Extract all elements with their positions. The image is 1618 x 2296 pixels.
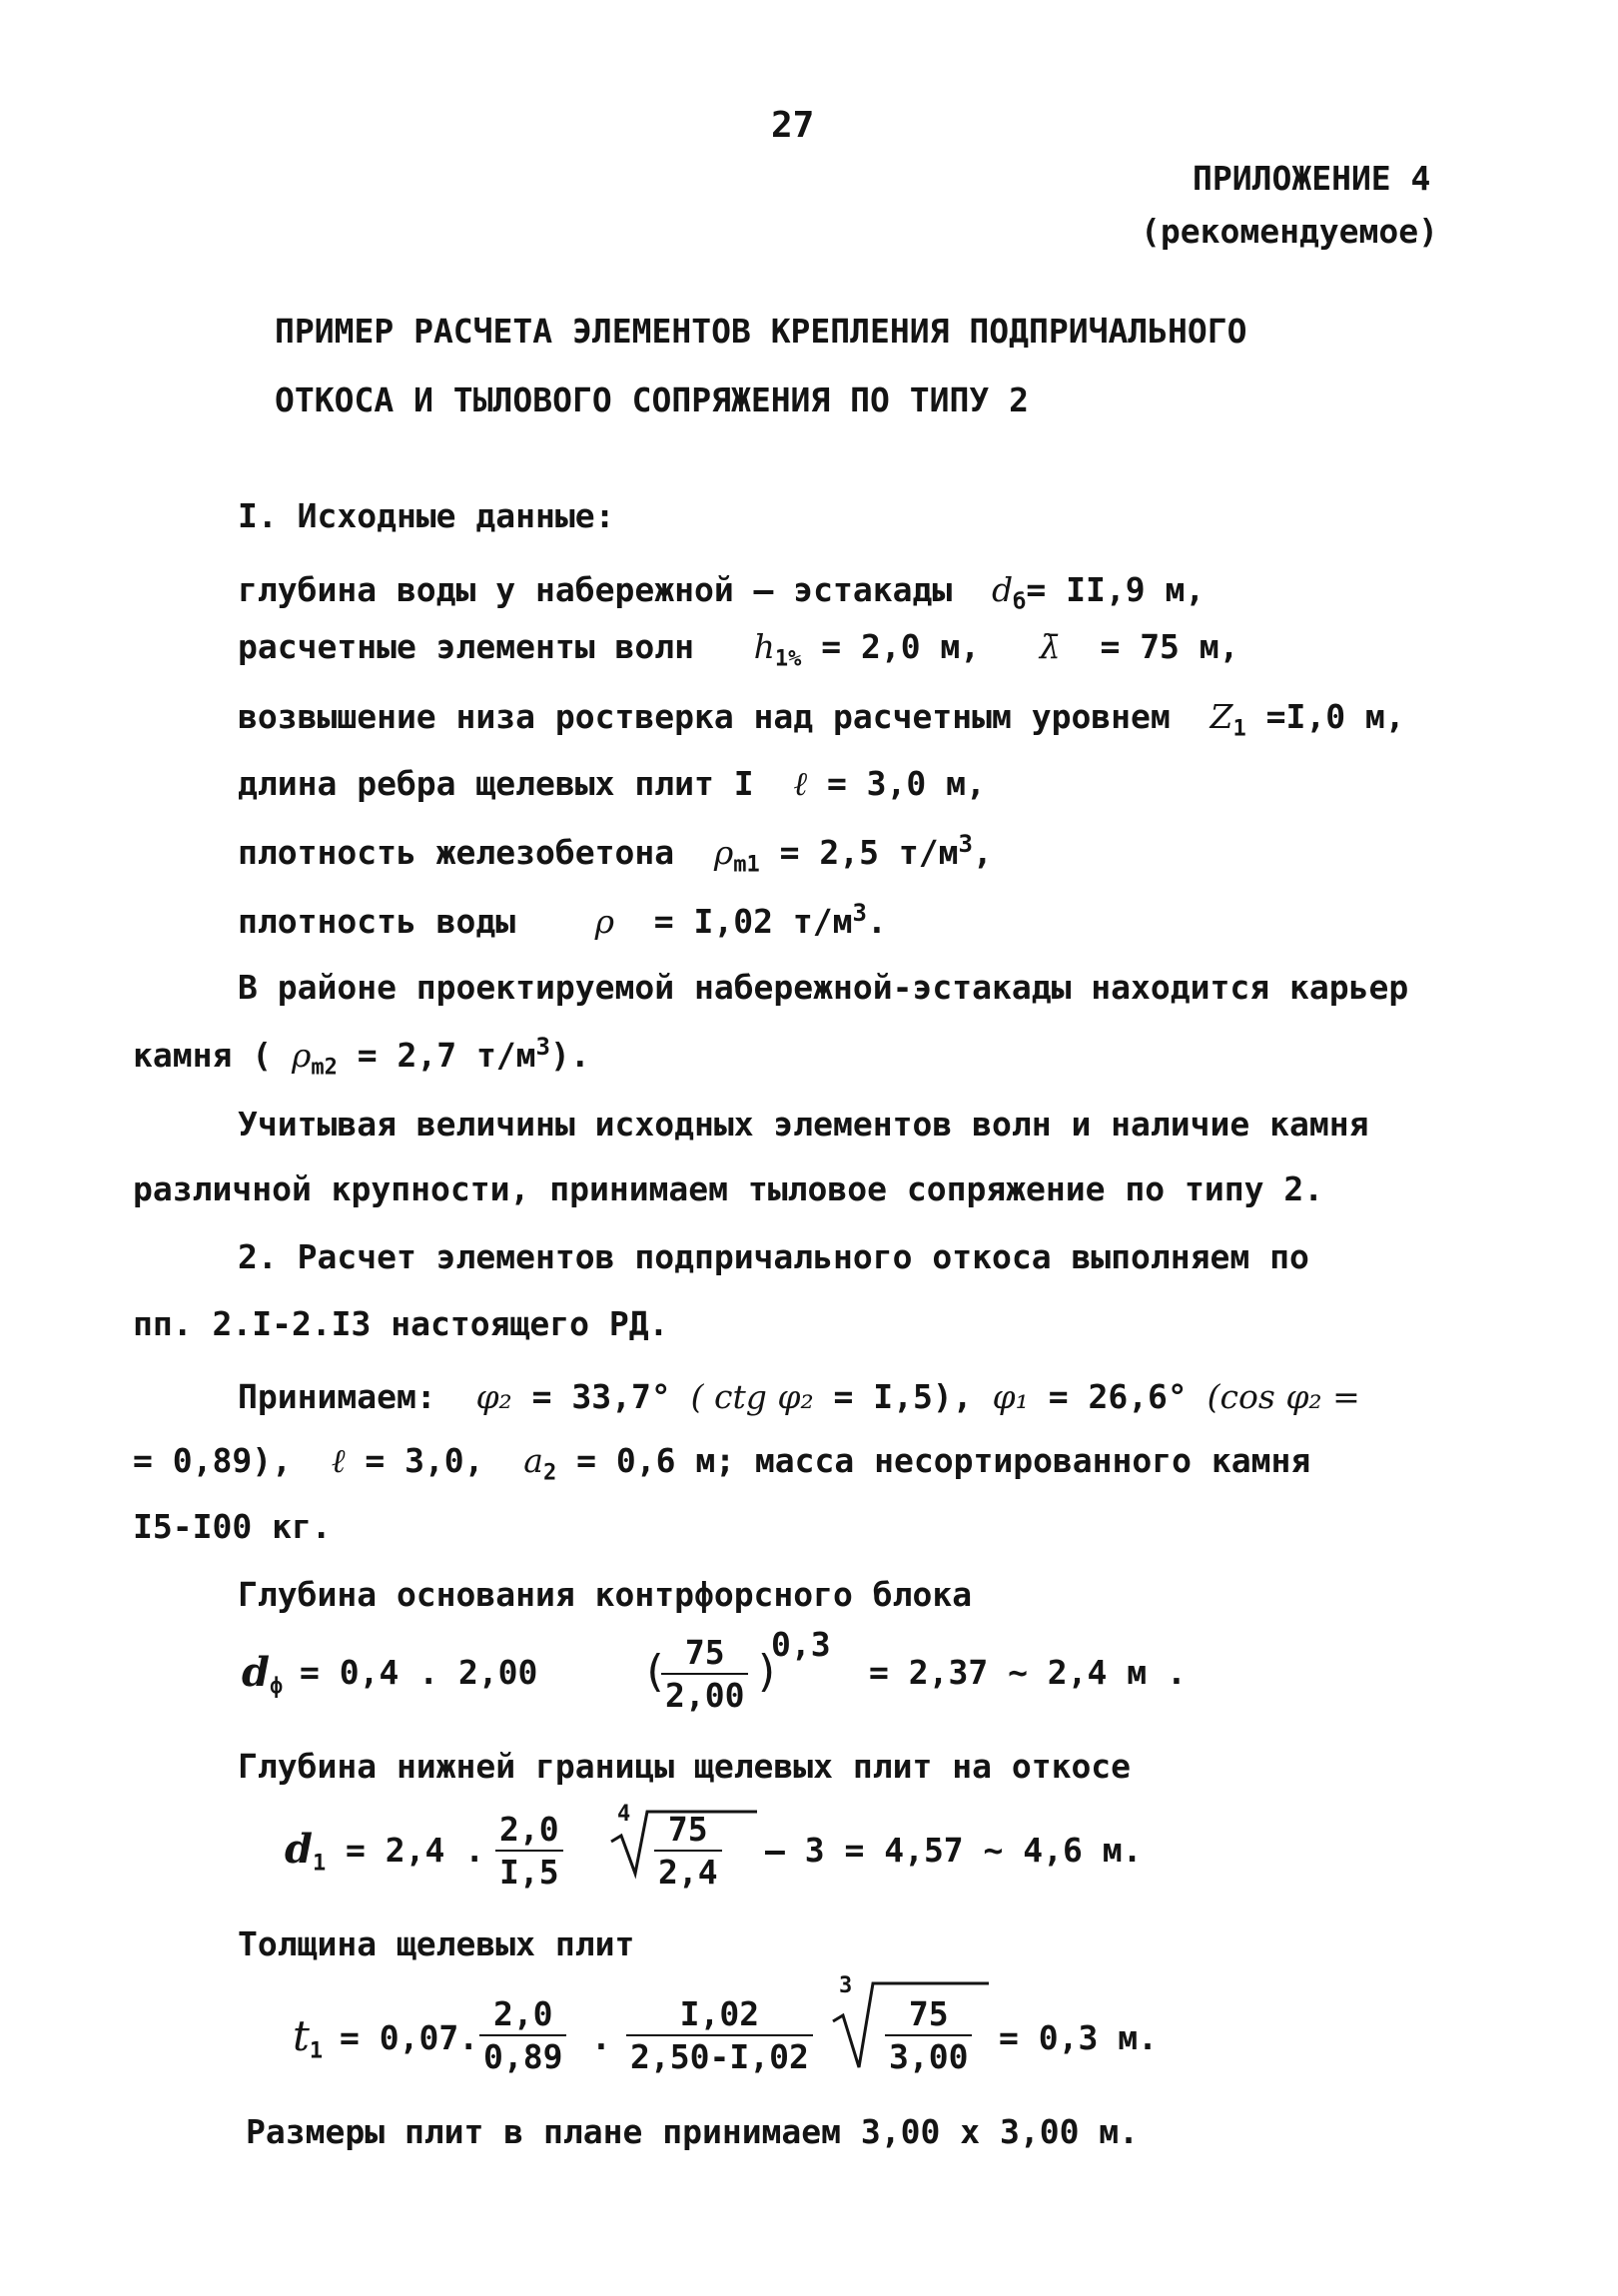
formula3-fraction-2: $\frac{I,02}{2,50-I,02}$ (626, 1997, 813, 2073)
concrete-density-line: плотность железобетона $\rho_{m1} = 2,5$ $т/м^3$, (238, 830, 993, 878)
section1-title: I. Исходные данные: (238, 496, 615, 535)
accept-line-3: I5-I00 кг. (133, 1507, 332, 1546)
formula3-fraction-1: $\frac{2,0}{0,89}$ (479, 1997, 566, 2073)
formula2-part1: = 2,4 . (346, 1831, 485, 1870)
waves-line-2: различной крупности, принимаем тыловое сопряжение по типу 2. (133, 1169, 1324, 1208)
formula1-fraction: $\frac{75}{2,00}$ (661, 1636, 748, 1712)
accept-line-1: Принимаем: φ₂ = 33,7° ( ctg φ₂ = I,5), φ₁ = 26,6° (cos φ₂ = (238, 1377, 1360, 1416)
formula3-dot: . (591, 2018, 611, 2057)
wave-line: расчетные элементы волн $h_{1\%} = 2,0$ м, λ̄ = 75 м, (238, 627, 1239, 672)
heading-line-2: ОТКОСА И ТЫЛОВОГО СОПРЯЖЕНИЯ ПО ТИПУ 2 (275, 381, 1029, 419)
formula2-root-index: 4 (617, 1802, 631, 1827)
formula2-label: Глубина нижней границы щелевых плит на откосе (238, 1747, 1132, 1786)
formula1-paren-close: ) (754, 1646, 781, 1697)
formula2-fraction-2: $\frac{75}{2,4}$ (654, 1813, 722, 1889)
formula2-fraction-1: $\frac{2,0}{I,5}$ (495, 1813, 563, 1889)
formula3-label: Толщина щелевых плит (238, 1924, 635, 1963)
accept-line-2: = 0,89), ℓ = 3,0, $a_2 = 0,6$ м; масса несортированного камня (133, 1441, 1311, 1486)
heading-line-1: ПРИМЕР РАСЧЕТА ЭЛЕМЕНТОВ КРЕПЛЕНИЯ ПОДПРИЧАЛЬНОГО (275, 312, 1247, 351)
quarry-line-2: камня ( $\rho_{m2} = 2,7$ $т/м^3$). (133, 1033, 590, 1081)
rise-line: возвышение низа ростверка над расчетным уровнем $Z_1 =I,0$ м, (238, 697, 1405, 742)
formula1-paren-open: ( (641, 1646, 668, 1697)
formula3-result: = 0,3 м. (999, 2018, 1158, 2057)
section2-line-1: 2. Расчет элементов подпричального откоса выполняем по (238, 1237, 1309, 1276)
formula1-result: = 2,37 ~ 2,4 м . (869, 1653, 1187, 1692)
depth-line: глубина воды у набережной – эстакады $d_б= II,9$ м, (238, 570, 1206, 615)
quarry-line-1: В районе проектируемой набережной-эстакады находится карьер (238, 968, 1409, 1007)
appendix-subtitle: (рекомендуемое) (1141, 212, 1439, 251)
page-number: 27 (771, 105, 815, 146)
water-density-line: плотность воды ρ = I,02 $т/м^3$. (238, 899, 887, 941)
appendix-title: ПРИЛОЖЕНИЕ 4 (1193, 159, 1431, 198)
formula3-part1: = 0,07. (340, 2018, 479, 2057)
formula3-root-index: 3 (839, 1973, 853, 1998)
formula2-result: – 3 = 4,57 ~ 4,6 м. (765, 1831, 1143, 1870)
formula3-lhs: $t_1$ (293, 2011, 324, 2064)
formula1-power: 0,3 (771, 1625, 831, 1664)
closing-line: Размеры плит в плане принимаем 3,00 х 3,00 м. (246, 2112, 1140, 2151)
waves-line-1: Учитывая величины исходных элементов волн и наличие камня (238, 1105, 1369, 1144)
formula3-fraction-3: $\frac{75}{3,00}$ (885, 1997, 972, 2073)
rib-line: длина ребра щелевых плит I ℓ = 3,0 м, (238, 764, 986, 803)
formula1-part1: = 0,4 . 2,00 (300, 1653, 538, 1692)
formula1-label: Глубина основания контрфорсного блока (238, 1575, 973, 1614)
formula1-lhs: $d_ф$ (242, 1649, 284, 1700)
section2-line-2: пп. 2.I-2.I3 настоящего РД. (133, 1304, 669, 1343)
formula2-lhs: $d_1$ (285, 1826, 327, 1877)
